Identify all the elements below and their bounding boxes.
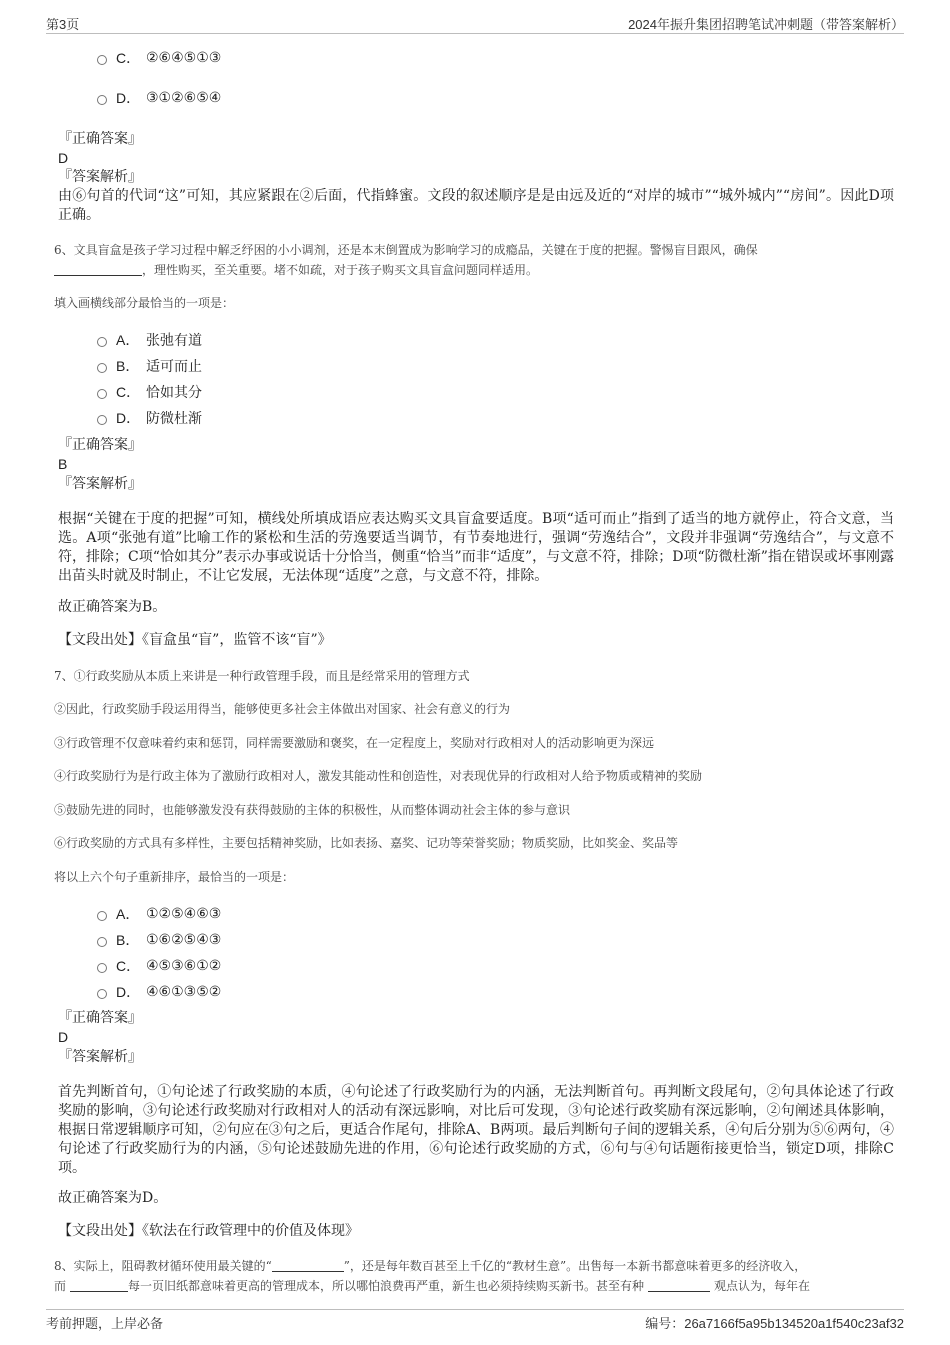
q6-stem: 6、文具盲盒是孩子学习过程中解乏纾困的小小调剂，还是本末倒置成为影响学习的成瘾品，关键在于度的把握。警惕盲目跟风，确保 ，理性购买，至关重要。堵不如疏，对于孩子购买文具盲盒问题同样适用。 — [54, 243, 758, 277]
q7-sentence-3: ③行政管理不仅意味着约束和惩罚，同样需要激励和褒奖，在一定程度上，奖励对行政相对人的活动影响更为深远 — [54, 736, 655, 750]
q7-option-d[interactable]: D． ④⑥①③⑤② — [97, 982, 221, 1002]
q8-stem: 8、实际上，阻碍教材循环使用最关键的“ ”，还是每年数百甚至上千亿的“教材生意”。出售每一本新书都意味着更多的经济收入， 而 每一页旧纸都意味着更高的管理成本，所以哪怕浪费再严重，新生也必须持续购买新书。甚至有种 观点认为，每年在 — [54, 1259, 811, 1293]
q6-conclusion: 故正确答案为B。 — [58, 599, 167, 615]
radio-icon[interactable] — [97, 415, 107, 425]
radio-icon[interactable] — [97, 937, 107, 947]
q7-sentence-5: ⑤鼓励先进的同时，也能够激发没有获得鼓励的主体的积极性，从而整体调动社会主体的参与意识 — [54, 803, 571, 817]
q7-sentence-2: ②因此，行政奖励手段运用得当，能够使更多社会主体做出对国家、社会有意义的行为 — [54, 702, 511, 716]
q5-answer: D — [58, 150, 69, 166]
q6-prompt: 填入画横线部分最恰当的一项是： — [54, 296, 235, 310]
footer-slogan: 考前押题，上岸必备 — [46, 1317, 164, 1332]
q7-sentence-6: ⑥行政奖励的方式具有多样性，主要包括精神奖励，比如表扬、嘉奖、记功等荣誉奖励；物质奖励，比如奖金、奖品等 — [54, 836, 679, 850]
radio-icon[interactable] — [97, 95, 107, 105]
q7-source: 【文段出处】《软法在行政管理中的价值及体现》 — [58, 1223, 359, 1239]
q7-answer: D — [58, 1029, 69, 1045]
q6-option-c[interactable]: C． 恰如其分 — [97, 382, 202, 402]
q6-analysis: 根据“关键在于度的把握”可知，横线处所填成语应表达购买文具盲盒要适度。B项“适可而止”指到了适当的地方就停止，符合文意，当选。A项“张弛有道”比喻工作的紧松和生活的劳逸要适当调节，有节奏地进行，强调“劳逸结合”，文段并非强调“劳逸结合”，与文意不符，排除；C项“恰如其分”表示办事或说话十分恰当，侧重“恰当”而非“适度”，与文意不符，排除；D项“防微杜渐”指在错误或坏事刚露出苗头时就及时制止，不让它发展，无法体现“适度”之意，与文意不符，排除。 — [58, 511, 894, 584]
q7-sentence-1: 7、①行政奖励从本质上来讲是一种行政管理手段，而且是经常采用的管理方式 — [54, 669, 470, 683]
radio-icon[interactable] — [97, 363, 107, 373]
radio-icon[interactable] — [97, 55, 107, 65]
q8-blank-3 — [648, 1279, 710, 1292]
q6-analysis-label: 『答案解析』 — [58, 476, 142, 492]
q5-option-d[interactable]: D． ③①②⑥⑤④ — [97, 88, 221, 108]
radio-icon[interactable] — [97, 963, 107, 973]
q7-analysis-label: 『答案解析』 — [58, 1049, 142, 1065]
q7-option-b[interactable]: B． ①⑥②⑤④③ — [97, 930, 221, 950]
header-divider — [46, 33, 904, 34]
page-number: 第3页 — [46, 17, 80, 32]
radio-icon[interactable] — [97, 337, 107, 347]
document-title: 2024年振升集团招聘笔试冲刺题（带答案解析） — [628, 17, 904, 32]
footer-divider — [46, 1309, 904, 1310]
q7-analysis: 首先判断首句，①句论述了行政奖励的本质，④句论述了行政奖励行为的内涵，无法判断首句。再判断文段尾句，②句具体论述了行政奖励的影响，③句论述行政奖励对行政相对人的活动有深远影响，对比后可发现，③句论述行政奖励有深远影响，②句阐述具体影响，根据日常逻辑顺序可知，②句应在③句之后，更适合作尾句，排除A、B两项。最后判断句子间的逻辑关系，④句后分别为⑤⑥两句，④句论述了行政奖励行为的内涵，⑤句论述鼓励先进的作用，⑥句论述行政奖励的方式，⑥句与④句话题衔接更恰当，锁定D项，排除C项。 — [58, 1084, 894, 1176]
q6-option-a[interactable]: A． 张弛有道 — [97, 330, 202, 350]
q7-sentence-4: ④行政奖励行为是行政主体为了激励行政相对人，激发其能动性和创造性，对表现优异的行政相对人给予物质或精神的奖励 — [54, 769, 703, 783]
q6-answer-label: 『正确答案』 — [58, 437, 142, 453]
q5-analysis-label: 『答案解析』 — [58, 169, 142, 185]
radio-icon[interactable] — [97, 911, 107, 921]
q7-prompt: 将以上六个句子重新排序，最恰当的一项是： — [54, 870, 295, 884]
q6-answer: B — [58, 456, 68, 472]
q6-option-d[interactable]: D． 防微杜渐 — [97, 408, 202, 428]
q6-blank — [54, 263, 142, 276]
q6-source: 【文段出处】《盲盒虽“盲”，监管不该“盲”》 — [58, 632, 332, 648]
q7-option-a[interactable]: A． ①②⑤④⑥③ — [97, 904, 221, 924]
radio-icon[interactable] — [97, 989, 107, 999]
q5-analysis: 由⑥句首的代词“这”可知，其应紧跟在②后面，代指蜂蜜。文段的叙述顺序是是由远及近的“对岸的城市”“城外城内”“房间”。因此D项正确。 — [58, 188, 894, 223]
q7-answer-label: 『正确答案』 — [58, 1010, 142, 1026]
q5-answer-label: 『正确答案』 — [58, 131, 142, 147]
q5-option-c[interactable]: C． ②⑥④⑤①③ — [97, 48, 221, 68]
q6-option-b[interactable]: B． 适可而止 — [97, 356, 202, 376]
q8-blank-2 — [70, 1279, 128, 1292]
document-code: 编号：26a7166f5a95b134520a1f540c23af32 — [645, 1316, 904, 1332]
q7-conclusion: 故正确答案为D。 — [58, 1190, 168, 1206]
radio-icon[interactable] — [97, 389, 107, 399]
q8-blank-1 — [272, 1259, 344, 1272]
q7-option-c[interactable]: C． ④⑤③⑥①② — [97, 956, 221, 976]
